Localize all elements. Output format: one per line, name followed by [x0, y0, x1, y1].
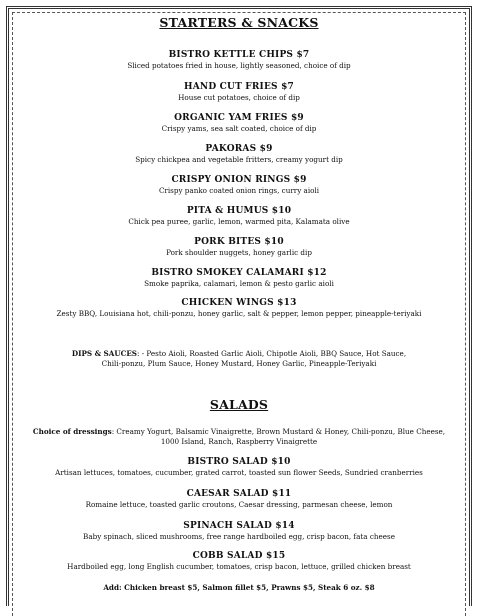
item-description: Baby spinach, sliced mushrooms, free range hardboiled egg, crisp bacon, fata cheese — [83, 532, 395, 541]
dips-list-line-1: : - Pesto Aioli, Roasted Garlic Aioli, Chipotle Aioli, BBQ Sauce, Hot Sauce, — [136, 349, 407, 358]
item-description: Chick pea puree, garlic, lemon, warmed pita, Kalamata olive — [128, 217, 350, 226]
dressings — [13, 427, 465, 447]
item-description: Zesty BBQ, Louisiana hot, chili-ponzu, honey garlic, salt & pepper, lemon pepper, pineapple-teriyaki — [56, 309, 422, 318]
menu-item — [19, 236, 459, 258]
menu-item — [19, 456, 459, 478]
menu-item — [19, 81, 459, 103]
item-description: House cut potatoes, choice of dip — [178, 93, 300, 102]
item-name: HAND CUT FRIES $7 — [184, 82, 294, 92]
item-name: BISTRO SALAD $10 — [187, 457, 291, 467]
salad-add-ons: Add: Chicken breast $5, Salmon fillet $5, Prawns $5, Steak 6 oz. $8 — [103, 583, 375, 592]
item-name: PITA & HUMUS $10 — [186, 206, 292, 216]
menu-item — [19, 488, 459, 510]
starters-title: STARTERS & SNACKS — [159, 15, 319, 30]
item-description: Spicy chickpea and vegetable fritters, creamy yogurt dip — [135, 155, 343, 164]
menu-item — [19, 49, 459, 71]
item-name: BISTRO SMOKEY CALAMARI $12 — [151, 268, 327, 278]
item-description: Romaine lettuce, toasted garlic croutons, Caesar dressing, parmesan cheese, lemon — [85, 500, 393, 509]
item-description: Hardboiled egg, long English cucumber, tomatoes, crisp bacon, lettuce, grilled chicken breast — [67, 562, 411, 571]
menu-item — [19, 267, 459, 289]
item-name: SPINACH SALAD $14 — [183, 521, 295, 531]
item-description: Smoke paprika, calamari, lemon & pesto garlic aioli — [144, 279, 334, 288]
dressings-list-line-1: : Creamy Yogurt, Balsamic Vinaigrette, Brown Mustard & Honey, Chili-ponzu, Blue Cheese, — [111, 427, 446, 436]
item-description: Artisan lettuces, tomatoes, cucumber, grated carrot, toasted sun flower Seeds, Sundried cranberries — [55, 468, 423, 477]
menu-item — [19, 112, 459, 134]
item-name: CAESAR SALAD $11 — [186, 489, 292, 499]
menu-page — [6, 6, 472, 606]
menu-item — [19, 174, 459, 196]
dips-label: DIPS & SAUCES — [71, 349, 137, 358]
item-name: PAKORAS $9 — [205, 144, 273, 154]
item-name: BISTRO KETTLE CHIPS $7 — [168, 50, 310, 60]
dressings-list-line-2: 1000 Island, Ranch, Raspberry Vinaigrette — [160, 437, 318, 446]
item-description: Sliced potatoes fried in house, lightly seasoned, choice of dip — [127, 61, 351, 70]
dips-and-sauces — [19, 349, 459, 369]
menu-item — [19, 297, 459, 319]
menu-item — [19, 205, 459, 227]
dips-list-line-2: Chili-ponzu, Plum Sauce, Honey Mustard, Honey Garlic, Pineapple-Teriyaki — [101, 359, 377, 368]
item-description: Crispy panko coated onion rings, curry aioli — [158, 186, 320, 195]
menu-item — [19, 520, 459, 542]
menu-item — [19, 143, 459, 165]
item-name: CRISPY ONION RINGS $9 — [171, 175, 307, 185]
salads-title: SALADS — [209, 397, 269, 412]
item-name: CHICKEN WINGS $13 — [181, 298, 297, 308]
menu-item — [19, 550, 459, 572]
item-name: PORK BITES $10 — [194, 237, 284, 247]
item-description: Pork shoulder nuggets, honey garlic dip — [166, 248, 312, 257]
dressings-label: Choice of dressings — [32, 427, 112, 436]
item-name: ORGANIC YAM FRIES $9 — [174, 113, 304, 123]
item-name: COBB SALAD $15 — [192, 551, 286, 561]
item-description: Crispy yams, sea salt coated, choice of dip — [161, 124, 317, 133]
